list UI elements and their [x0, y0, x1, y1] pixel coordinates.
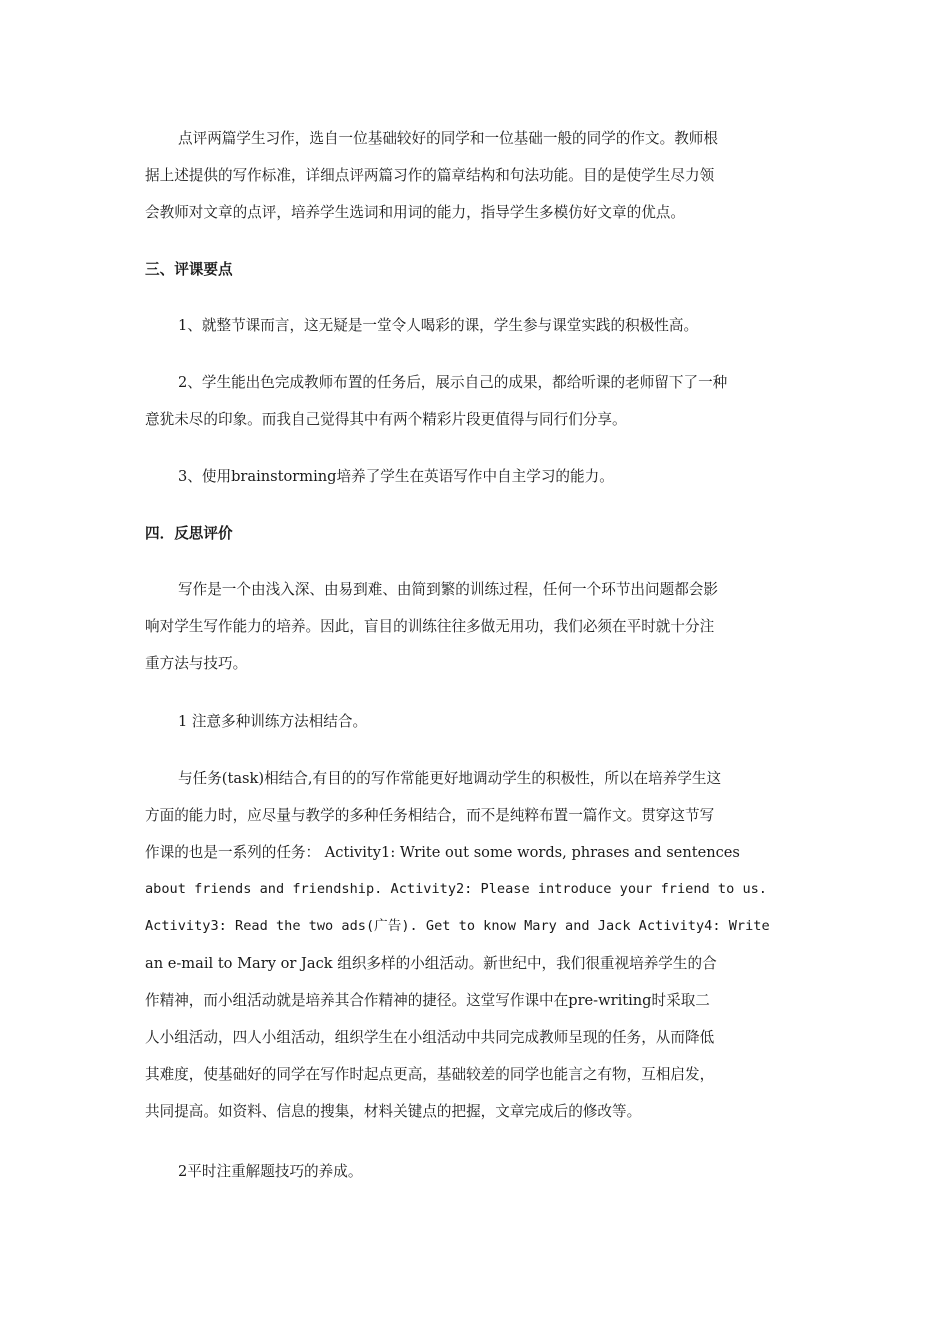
text-line: 作精神，而小组活动就是培养其合作精神的捷径。这堂写作课中在pre-writing时采取二: [145, 992, 710, 1009]
text-line: 共同提高。如资料、信息的搜集，材料关键点的把握，文章完成后的修改等。: [145, 1103, 642, 1120]
list-item-2: [145, 364, 810, 438]
text-line: 作课的也是一系列的任务： Activity1: Write out some words, phrases and sentences: [145, 844, 740, 861]
text-line: 其难度，使基础好的同学在写作时起点更高，基础较差的同学也能言之有物，互相启发，: [145, 1066, 715, 1083]
text-line: 与任务(task)相结合,有目的的写作常能更好地调动学生的积极性，所以在培养学生这: [178, 770, 722, 787]
subheading-2: [145, 1153, 810, 1190]
paragraph-review-essays: [145, 120, 810, 231]
text-line: 点评两篇学生习作，选自一位基础较好的同学和一位基础一般的同学的作文。教师根: [178, 130, 718, 147]
text-line: an e-mail to Mary or Jack 组织多样的小组活动。新世纪中，我们很重视培养学生的合: [145, 955, 717, 972]
text-line: 响对学生写作能力的培养。因此，盲目的训练往往多做无用功，我们必须在平时就十分注: [145, 618, 715, 635]
text-line: 会教师对文章的点评，培养学生选词和用词的能力，指导学生多模仿好文章的优点。: [145, 204, 685, 221]
text-line: Activity3: Read the two ads(广告). Get to know Mary and Jack Activity4: Write: [145, 918, 770, 934]
paragraph-task-combination: [145, 760, 810, 1130]
subheading-1: [145, 703, 810, 740]
text-line: 意犹未尽的印象。而我自己觉得其中有两个精彩片段更值得与同行们分享。: [145, 411, 627, 428]
text-line: about friends and friendship. Activity2: Please introduce your friend to us.: [145, 881, 767, 897]
text-line: 1、就整节课而言，这无疑是一堂令人喝彩的课，学生参与课堂实践的积极性高。: [178, 317, 699, 334]
text-line: 2、学生能出色完成教师布置的任务后，展示自己的成果，都给听课的老师留下了一种: [178, 374, 728, 391]
text-line: 2平时注重解题技巧的养成。: [178, 1163, 363, 1180]
text-line: 方面的能力时，应尽量与教学的多种任务相结合，而不是纯粹布置一篇作文。贯穿这节写: [145, 807, 715, 824]
list-item-1: [145, 307, 810, 344]
text-line: 3、使用brainstorming培养了学生在英语写作中自主学习的能力。: [178, 468, 614, 485]
text-line: 人小组活动，四人小组活动，组织学生在小组活动中共同完成教师呈现的任务，从而降低: [145, 1029, 715, 1046]
text-line: 据上述提供的写作标准，详细点评两篇习作的篇章结构和句法功能。目的是使学生尽力领: [145, 167, 715, 184]
text-line: 1 注意多种训练方法相结合。: [178, 713, 368, 730]
section-heading-4: 四．反思评价: [145, 525, 233, 542]
list-item-3: [145, 458, 810, 495]
paragraph-reflection: [145, 571, 810, 682]
section-heading-3: 三、评课要点: [145, 261, 233, 278]
text-line: 重方法与技巧。: [145, 655, 248, 672]
text-line: 写作是一个由浅入深、由易到难、由简到繁的训练过程，任何一个环节出问题都会影: [178, 581, 718, 598]
